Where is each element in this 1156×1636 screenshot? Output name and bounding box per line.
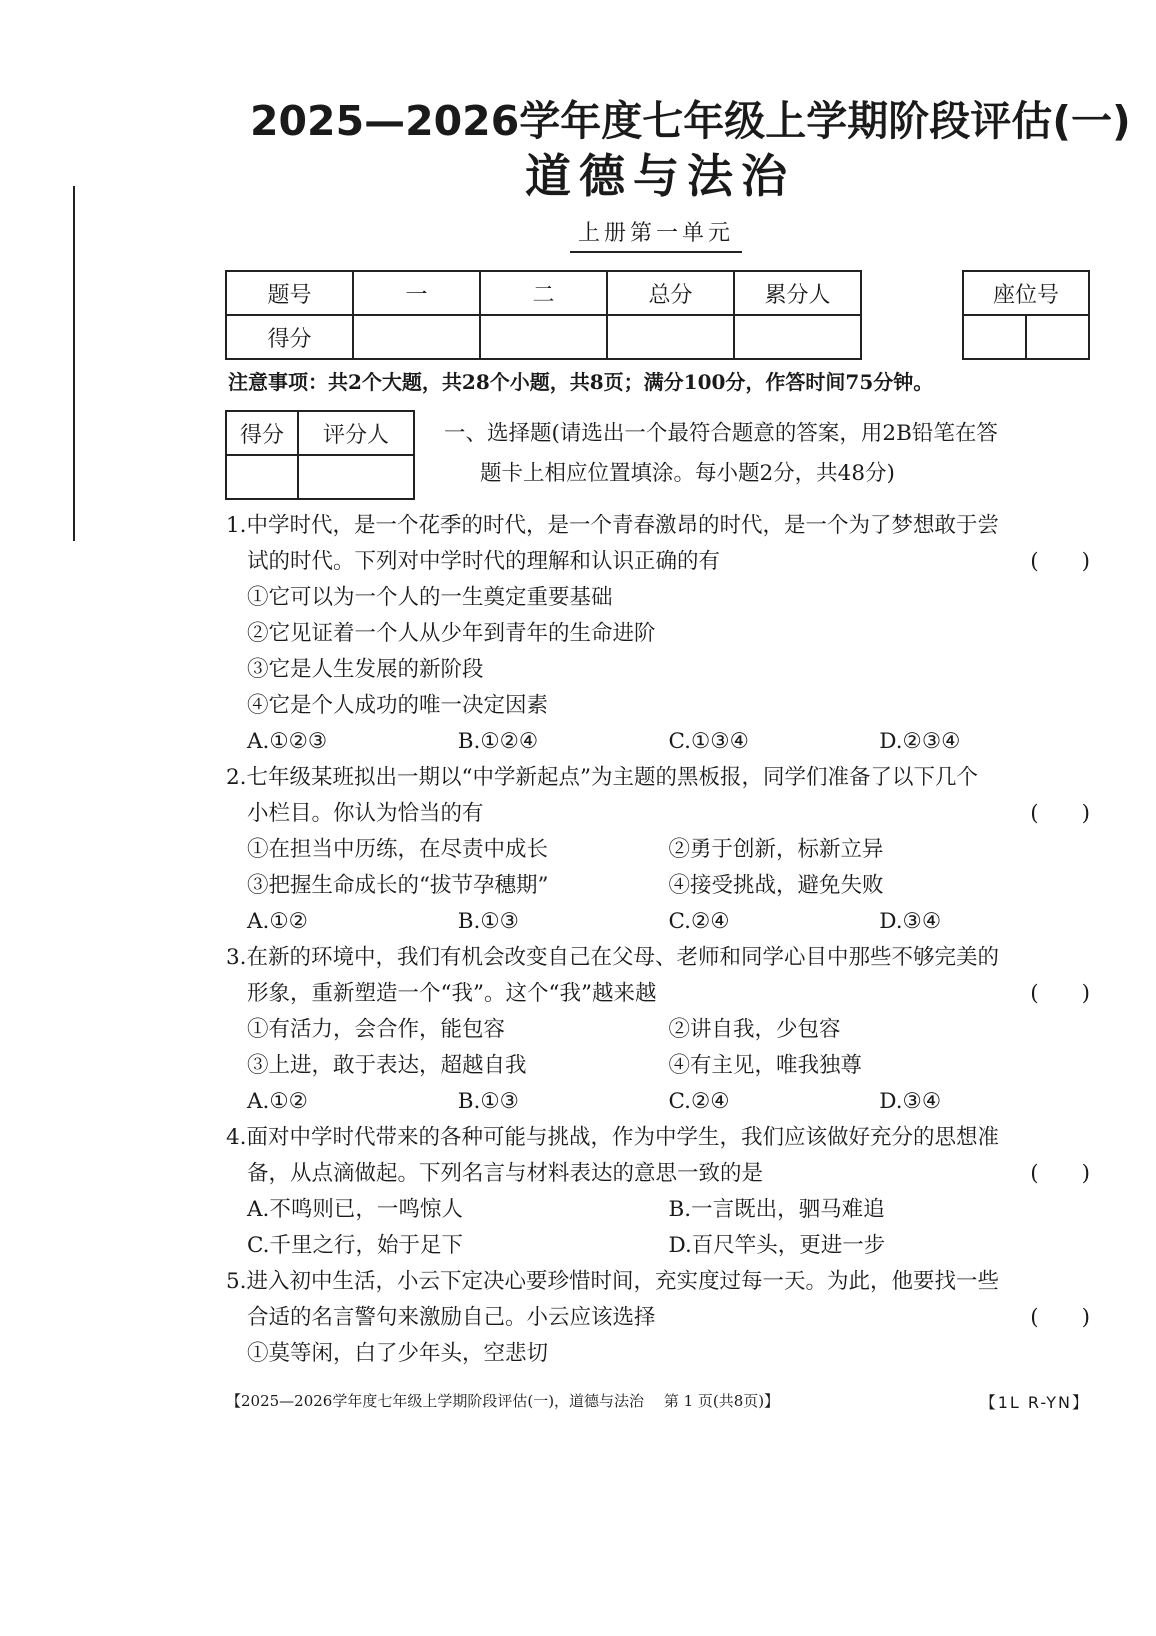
question-stem: 5.进入初中生活，小云下定决心要珍惜时间，充实度过每一天。为此，他要找一些 bbox=[226, 1269, 1000, 1294]
statement-item: ③上进，敢于表达，超越自我 bbox=[247, 1053, 527, 1078]
question-stem-line bbox=[226, 1300, 1090, 1336]
section-instruction-line: 一、选择题(请选出一个最符合题意的答案，用2B铅笔在答 bbox=[444, 421, 998, 446]
option-c[interactable]: C.①③④ bbox=[668, 729, 749, 754]
answer-blank[interactable]: ( ) bbox=[1030, 1161, 1090, 1186]
answer-blank[interactable]: ( ) bbox=[1030, 1305, 1090, 1330]
option-a[interactable]: A.①②③ bbox=[247, 729, 328, 754]
option-b[interactable]: B.①③ bbox=[457, 909, 519, 934]
score-table bbox=[225, 270, 862, 360]
question-1 bbox=[226, 508, 1090, 760]
option-d[interactable]: D.③④ bbox=[879, 909, 942, 934]
question-stem: 小栏目。你认为恰当的有 bbox=[247, 801, 484, 826]
option-a[interactable]: A.①② bbox=[247, 1089, 308, 1114]
score-cell[interactable] bbox=[353, 315, 480, 359]
statement-row bbox=[226, 868, 1090, 904]
score-row-label: 得分 bbox=[226, 315, 353, 359]
grader-name-label: 评分人 bbox=[298, 411, 414, 455]
option-c[interactable]: C.②④ bbox=[668, 1089, 730, 1114]
question-stem: 1.中学时代，是一个花季的时代，是一个青春激昂的时代，是一个为了梦想敢于尝 bbox=[226, 513, 1000, 538]
footer-text: 【2025—2026学年度七年级上学期阶段评估(一)，道德与法治 第 1 页(共8页)】 bbox=[226, 1392, 780, 1410]
statement-item: ①它可以为一个人的一生奠定重要基础 bbox=[247, 585, 613, 610]
option-b[interactable]: B.一言既出，驷马难追 bbox=[668, 1197, 885, 1222]
question-3 bbox=[226, 940, 1090, 1120]
score-table-header: 累分人 bbox=[734, 271, 861, 315]
question-5 bbox=[226, 1264, 1090, 1372]
statement-item: ④有主见，唯我独尊 bbox=[668, 1053, 863, 1078]
unit-label: 上册第一单元 bbox=[570, 216, 742, 253]
section-one-instructions bbox=[444, 414, 1090, 494]
statement-item: ①有活力，会合作，能包容 bbox=[247, 1017, 506, 1042]
seat-number-cell[interactable] bbox=[963, 315, 1026, 359]
statement-item: ②勇于创新，标新立异 bbox=[668, 837, 884, 862]
statement-item: ①在担当中历练，在尽责中成长 bbox=[247, 837, 549, 862]
question-stem: 备，从点滴做起。下列名言与材料表达的意思一致的是 bbox=[247, 1161, 764, 1186]
option-b[interactable]: B.①③ bbox=[457, 1089, 519, 1114]
option-row bbox=[226, 904, 1090, 940]
option-d[interactable]: D.②③④ bbox=[879, 729, 961, 754]
option-d[interactable]: D.③④ bbox=[879, 1089, 942, 1114]
footer-code: 【1L R-YN】 bbox=[979, 1393, 1090, 1412]
question-2 bbox=[226, 760, 1090, 940]
statement-item: ③把握生命成长的“拔节孕穗期” bbox=[247, 873, 549, 898]
score-cell[interactable] bbox=[607, 315, 734, 359]
question-stem-line bbox=[226, 976, 1090, 1012]
seat-number-label: 座位号 bbox=[963, 271, 1089, 315]
option-row bbox=[226, 724, 1090, 760]
answer-blank[interactable]: ( ) bbox=[1030, 801, 1090, 826]
statement-row bbox=[226, 1048, 1090, 1084]
grader-table bbox=[225, 410, 415, 500]
option-a[interactable]: A.①② bbox=[247, 909, 308, 934]
score-table-header: 题号 bbox=[226, 271, 353, 315]
score-cell[interactable] bbox=[480, 315, 607, 359]
option-d[interactable]: D.百尺竿头，更进一步 bbox=[668, 1233, 886, 1258]
question-stem-line bbox=[226, 544, 1090, 580]
grader-score-label: 得分 bbox=[226, 411, 298, 455]
subject-title: 道德与法治 bbox=[525, 149, 795, 203]
question-stem: 4.面对中学时代带来的各种可能与挑战，作为中学生，我们应该做好充分的思想准 bbox=[226, 1125, 1000, 1150]
grader-name-cell[interactable] bbox=[298, 455, 414, 499]
exam-title: 2025—2026学年度七年级上学期阶段评估(一) bbox=[250, 97, 1131, 145]
option-b[interactable]: B.①②④ bbox=[457, 729, 539, 754]
statement-item: ③它是人生发展的新阶段 bbox=[247, 657, 484, 682]
score-table-header: 二 bbox=[480, 271, 607, 315]
binding-line bbox=[73, 186, 75, 541]
question-stem-line bbox=[226, 1156, 1090, 1192]
statement-row bbox=[226, 1012, 1090, 1048]
section-instruction-line: 题卡上相应位置填涂。每小题2分，共48分) bbox=[480, 461, 895, 486]
exam-notice: 注意事项：共2个大题，共28个小题，共8页；满分100分，作答时间75分钟。 bbox=[228, 370, 934, 394]
statement-row bbox=[226, 832, 1090, 868]
seat-number-table bbox=[962, 270, 1090, 360]
score-cell[interactable] bbox=[734, 315, 861, 359]
option-row bbox=[226, 1084, 1090, 1120]
statement-item: ①莫等闲，白了少年头，空悲切 bbox=[247, 1341, 549, 1366]
answer-blank[interactable]: ( ) bbox=[1030, 981, 1090, 1006]
question-4 bbox=[226, 1120, 1090, 1264]
statement-item: ④它是个人成功的唯一决定因素 bbox=[247, 693, 549, 718]
statement-item: ④接受挑战，避免失败 bbox=[668, 873, 884, 898]
option-c[interactable]: C.千里之行，始于足下 bbox=[247, 1233, 464, 1258]
answer-blank[interactable]: ( ) bbox=[1030, 549, 1090, 574]
option-c[interactable]: C.②④ bbox=[668, 909, 730, 934]
grader-score-cell[interactable] bbox=[226, 455, 298, 499]
seat-number-cell[interactable] bbox=[1026, 315, 1089, 359]
statement-item: ②讲自我，少包容 bbox=[668, 1017, 841, 1042]
score-table-header: 一 bbox=[353, 271, 480, 315]
question-stem: 3.在新的环境中，我们有机会改变自己在父母、老师和同学心目中那些不够完美的 bbox=[226, 945, 1000, 970]
question-stem-line bbox=[226, 796, 1090, 832]
question-stem: 形象，重新塑造一个“我”。这个“我”越来越 bbox=[247, 981, 657, 1006]
option-row bbox=[226, 1192, 1090, 1228]
question-stem: 2.七年级某班拟出一期以“中学新起点”为主题的黑板报，同学们准备了以下几个 bbox=[226, 765, 978, 790]
question-stem: 合适的名言警句来激励自己。小云应该选择 bbox=[247, 1305, 656, 1330]
score-table-header: 总分 bbox=[607, 271, 734, 315]
statement-item: ②它见证着一个人从少年到青年的生命进阶 bbox=[247, 621, 656, 646]
question-stem: 试的时代。下列对中学时代的理解和认识正确的有 bbox=[247, 549, 721, 574]
option-a[interactable]: A.不鸣则已，一鸣惊人 bbox=[247, 1197, 463, 1222]
page-footer bbox=[226, 1390, 1090, 1411]
option-row bbox=[226, 1228, 1090, 1264]
